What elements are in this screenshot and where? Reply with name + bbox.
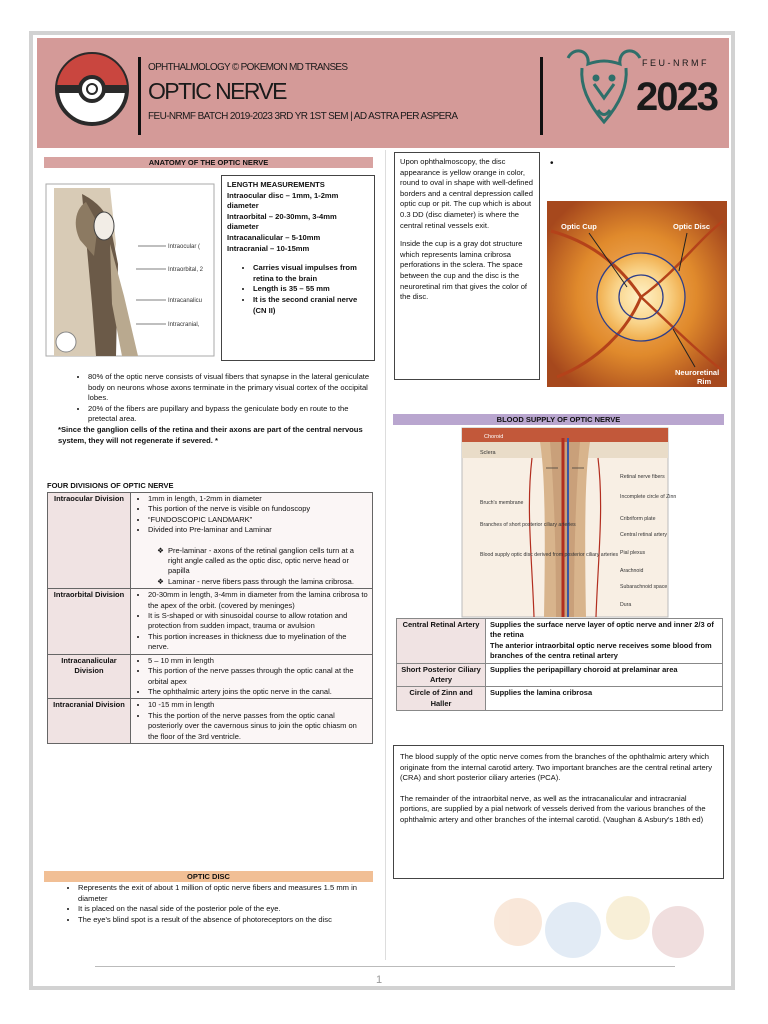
division-bullet: • This portion increases in thickness due to myelination of the nerve.: [148, 632, 369, 653]
fundus-label-disc: Optic Disc: [673, 222, 711, 231]
division-bullet: • 1mm in length, 1-2mm in diameter: [148, 494, 369, 504]
blood-supply-figure: [462, 428, 677, 617]
length-line: Intracanalicular – 5-10mm: [227, 232, 321, 242]
blood-supply-para: The remainder of the intraorbital nerve, as well as the intracanalicular and intracranial portions, are supplied by a pial network of vessels derived from the various branches of the ophthalmic artery and other branches of the internal carotid. (Vaughan & Asbury's 18th ed): [400, 793, 706, 824]
header-divider: [138, 57, 141, 135]
division-bullet: • “FUNDOSCOPIC LANDMARK”: [148, 515, 369, 525]
fundus-photo: [547, 201, 727, 387]
anatomy-note: • 20% of the fibers are pupillary and bypass the geniculate body en route to the pretectal area.: [88, 404, 372, 425]
figure-label: Central retinal artery: [620, 532, 667, 538]
regeneration-note: *Since the ganglion cells of the retina and their axons are part of the central nervous system, they will not regenerate if severed. *: [58, 424, 363, 445]
table-row: [48, 699, 373, 744]
division-label: Intracranial Division: [48, 699, 131, 744]
optic-nerve-anatomy-figure: [46, 184, 214, 356]
length-measurements-box: [221, 175, 375, 361]
fundus-label-rim-2: Rim: [697, 377, 712, 386]
figure-label: Dura: [620, 602, 632, 608]
division-content: [131, 493, 373, 589]
figure-label: Subarachnoid space: [620, 584, 668, 590]
division-content: [131, 654, 373, 699]
figure-label: Pial plexus: [620, 550, 646, 556]
length-bullet: • Carries visual impulses from retina to the brain: [253, 263, 369, 284]
length-bullet: • It is the second cranial nerve (CN II): [253, 295, 369, 316]
artery-description: Supplies the lamina cribrosa: [486, 687, 723, 711]
anatomy-heading: ANATOMY OF THE OPTIC NERVE: [44, 157, 373, 168]
length-line: Intracranial – 10-15mm: [227, 243, 310, 253]
stray-bullet: •: [550, 158, 554, 169]
logo-text-top: F E U - N R M F: [642, 58, 707, 68]
optic-disc-bullet: • The eye's blind spot is a result of the absence of photoreceptors on the disc: [78, 915, 372, 926]
anatomy-notes: [60, 372, 372, 446]
length-bullets: [227, 263, 369, 316]
division-bullet: • It is S-shaped or with sinusoidal course to allow rotation and protection from sudden impact, trauma or avulsion: [148, 611, 369, 632]
figure-label-intraorbital: Intraorbital, 2: [168, 267, 204, 273]
artery-description: Supplies the peripapillary choroid at prelaminar area: [486, 663, 723, 687]
anatomy-note: • 80% of the optic nerve consists of visual fibers that synapse in the lateral geniculate body on neurons whose axons terminate in the primary visual cortex of the occipital lobes.: [88, 372, 372, 404]
table-row: [397, 663, 723, 687]
page-title: OPTIC NERVE: [148, 78, 286, 104]
pokeball-logo: [55, 52, 129, 126]
figure-label: Arachnoid: [620, 568, 644, 574]
blood-supply-para: The blood supply of the optic nerve comes from the branches of the ophthalmic artery which originate from the internal carotid artery. Two important branches are the central retinal artery (CRA) and short posterior ciliary arteries (PCA).: [400, 752, 713, 783]
figure-label: Branches of short posterior ciliary arteries: [480, 522, 576, 528]
batch-logo: [560, 44, 720, 140]
ophthalmoscopy-para: Inside the cup is a gray dot structure which represents lamina cribrosa perforations in the sclera. The space between the cup and the disc is the neuroretinal rim that gives the color of the disc.: [400, 239, 528, 302]
division-bullet: • This portion of the nerve passes through the optic canal at the orbital apex: [148, 666, 369, 687]
division-sub-bullet: ❖ Pre-laminar - axons of the retinal ganglion cells turn at a right angle called as the optic disc, optic nerve head or papilla: [168, 546, 369, 577]
figure-label: Blood supply optic disc derived from posterior ciliary arteries: [480, 552, 619, 558]
header-batch: FEU-NRMF BATCH 2019-2023 3RD YR 1ST SEM | AD ASTRA PER ASPERA: [148, 111, 458, 122]
blood-supply-summary: [393, 745, 724, 879]
figure-label: Retinal nerve fibers: [620, 474, 665, 480]
ophthalmoscopy-para: Upon ophthalmoscopy, the disc appearance is yellow orange in color, round to oval in shape with well-defined borders and a central depression called optic cup or pit. The cup which is about 0.3 DD (disc diameter) is where the central retinal vessels exit.: [400, 157, 533, 230]
fundus-label-cup: Optic Cup: [561, 222, 597, 231]
table-row: [397, 687, 723, 711]
blood-supply-heading: BLOOD SUPPLY OF OPTIC NERVE: [393, 414, 724, 425]
optic-disc-notes: [60, 883, 372, 925]
table-row: [48, 589, 373, 654]
page-number: 1: [376, 974, 383, 986]
figure-label: Sclera: [480, 450, 496, 456]
length-line: Intraocular disc – 1mm, 1-2mm diameter: [227, 190, 339, 211]
division-bullet: • Divided into Pre-laminar and Laminar: [148, 525, 369, 535]
division-bullet: • This the portion of the nerve passes from the optic canal posteriorly over the cavernous sinus to join the optic chiasm on the floor of the 3rd ventricle.: [148, 711, 369, 742]
logo-year: 2023: [636, 75, 717, 119]
division-label: Intraorbital Division: [48, 589, 131, 654]
column-divider: [385, 150, 386, 960]
length-bullet: • Length is 35 – 55 mm: [253, 284, 369, 295]
division-label: Intraocular Division: [48, 493, 131, 589]
division-bullet: • 20-30mm in length, 3-4mm in diameter from the lamina cribrosa to the apex of the orbit. (covered by meninges): [148, 590, 369, 611]
division-bullet: • 10 -15 mm in length: [148, 700, 369, 710]
artery-label: Circle of Zinn and Haller: [397, 687, 486, 711]
blood-supply-table: [396, 618, 723, 711]
division-bullet: • This portion of the nerve is visible on fundoscopy: [148, 504, 369, 514]
optic-disc-heading: OPTIC DISC: [44, 871, 373, 882]
division-sub-bullet: ❖ Laminar - nerve fibers pass through the lamina cribrosa.: [168, 577, 369, 587]
figure-label: Cribriform plate: [620, 516, 656, 522]
divisions-table: [47, 492, 373, 744]
artery-description: Supplies the surface nerve layer of optic nerve and inner 2/3 of the retina The anterior intraorbital optic nerve receives some blood from branches of the centra retinal artery: [486, 619, 723, 664]
figure-label-intracanalicular: Intracanalicu: [168, 298, 203, 304]
figure-label: Incomplete circle of Zinn: [620, 494, 677, 500]
artery-label: Short Posterior Ciliary Artery: [397, 663, 486, 687]
ophthalmoscopy-box: [394, 152, 540, 380]
artery-label: Central Retinal Artery: [397, 619, 486, 664]
optic-disc-bullet: • It is placed on the nasal side of the posterior pole of the eye.: [78, 904, 372, 915]
optic-disc-bullet: • Represents the exit of about 1 million of optic nerve fibers and measures 1.5 mm in diameter: [78, 883, 372, 904]
division-content: [131, 589, 373, 654]
table-row: [48, 654, 373, 699]
length-box-title: LENGTH MEASUREMENTS: [227, 180, 325, 189]
figure-label-intracranial: Intracranial,: [168, 322, 200, 328]
footer-rule: [95, 966, 675, 967]
division-content: [131, 699, 373, 744]
division-label: Intracanalicular Division: [48, 654, 131, 699]
division-bullet: • 5 – 10 mm in length: [148, 656, 369, 666]
header-subtitle: OPHTHALMOLOGY © POKEMON MD TRANSES: [148, 62, 348, 73]
figure-label: Choroid: [484, 434, 504, 440]
figure-label-intraocular: Intraocular (: [168, 244, 201, 250]
decorative-watermark: [478, 882, 723, 964]
table-row: [48, 493, 373, 589]
division-bullet: • The ophthalmic artery joins the optic nerve in the canal.: [148, 687, 369, 697]
header-divider-right: [540, 57, 543, 135]
divisions-heading: FOUR DIVISIONS OF OPTIC NERVE: [47, 481, 174, 490]
figure-label: Bruch's membrane: [480, 500, 524, 506]
table-row: [397, 619, 723, 664]
length-line: Intraorbital – 20-30mm, 3-4mm diameter: [227, 211, 337, 232]
fundus-label-rim: Neuroretinal: [675, 368, 720, 377]
